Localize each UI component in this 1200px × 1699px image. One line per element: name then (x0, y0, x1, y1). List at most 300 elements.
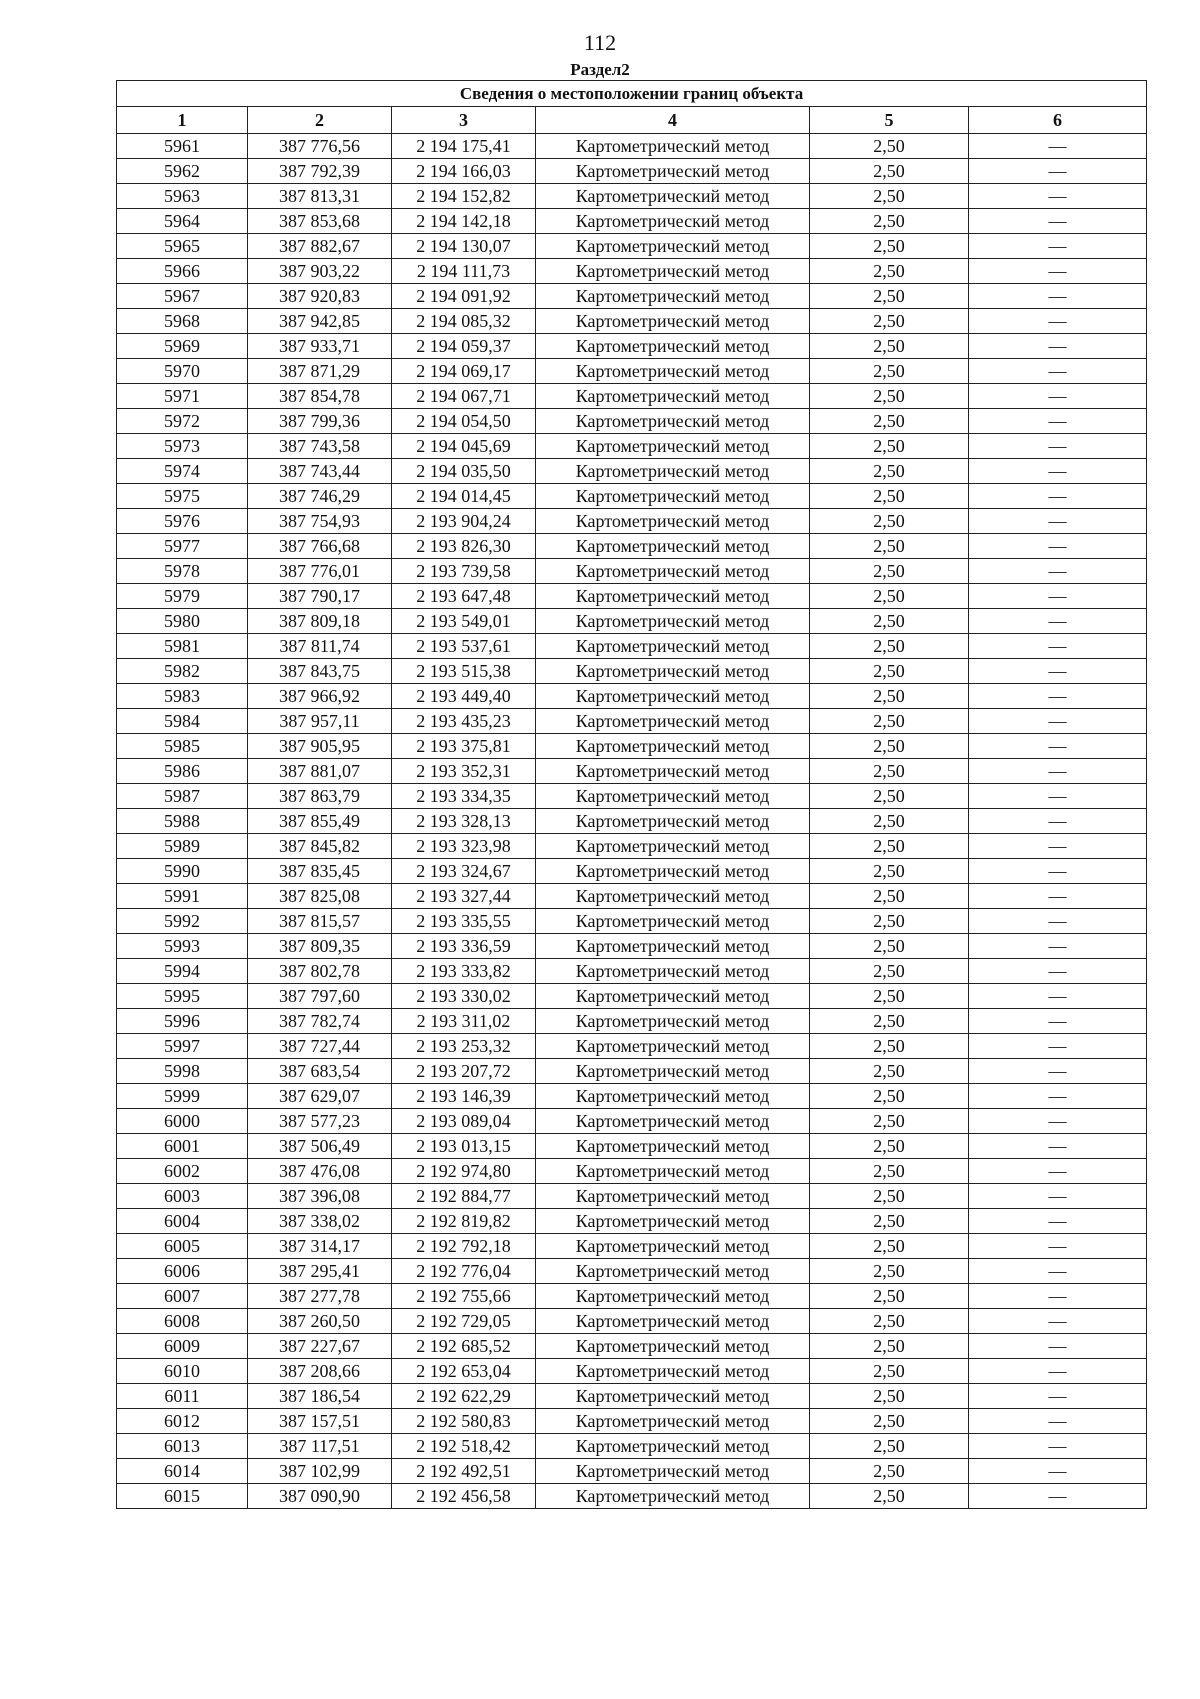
method-cell: Картометрический метод (536, 1459, 810, 1484)
accuracy-cell: 2,50 (810, 784, 969, 809)
point-number-cell: 6001 (117, 1134, 248, 1159)
method-cell: Картометрический метод (536, 584, 810, 609)
y-coordinate-cell: 2 193 449,40 (392, 684, 536, 709)
x-coordinate-cell: 387 577,23 (248, 1109, 392, 1134)
description-cell: — (969, 1209, 1147, 1234)
accuracy-cell: 2,50 (810, 284, 969, 309)
accuracy-cell: 2,50 (810, 834, 969, 859)
point-number-cell: 6006 (117, 1259, 248, 1284)
accuracy-cell: 2,50 (810, 759, 969, 784)
table-row (117, 1034, 1147, 1059)
accuracy-cell: 2,50 (810, 934, 969, 959)
table-row (117, 1234, 1147, 1259)
table-header-row (117, 107, 1147, 134)
accuracy-cell: 2,50 (810, 1109, 969, 1134)
accuracy-cell: 2,50 (810, 1334, 969, 1359)
y-coordinate-cell: 2 193 013,15 (392, 1134, 536, 1159)
accuracy-cell: 2,50 (810, 409, 969, 434)
description-cell: — (969, 884, 1147, 909)
description-cell: — (969, 959, 1147, 984)
method-cell: Картометрический метод (536, 559, 810, 584)
accuracy-cell: 2,50 (810, 134, 969, 159)
x-coordinate-cell: 387 782,74 (248, 1009, 392, 1034)
accuracy-cell: 2,50 (810, 184, 969, 209)
description-cell: — (969, 734, 1147, 759)
table-row (117, 984, 1147, 1009)
x-coordinate-cell: 387 843,75 (248, 659, 392, 684)
description-cell: — (969, 234, 1147, 259)
accuracy-cell: 2,50 (810, 234, 969, 259)
point-number-cell: 5976 (117, 509, 248, 534)
accuracy-cell: 2,50 (810, 884, 969, 909)
column-header: 1 (117, 107, 248, 134)
point-number-cell: 5961 (117, 134, 248, 159)
method-cell: Картометрический метод (536, 1484, 810, 1509)
description-cell: — (969, 259, 1147, 284)
x-coordinate-cell: 387 845,82 (248, 834, 392, 859)
table-row (117, 584, 1147, 609)
x-coordinate-cell: 387 208,66 (248, 1359, 392, 1384)
method-cell: Картометрический метод (536, 1159, 810, 1184)
method-cell: Картометрический метод (536, 1109, 810, 1134)
y-coordinate-cell: 2 192 974,80 (392, 1159, 536, 1184)
accuracy-cell: 2,50 (810, 459, 969, 484)
point-number-cell: 6003 (117, 1184, 248, 1209)
x-coordinate-cell: 387 260,50 (248, 1309, 392, 1334)
x-coordinate-cell: 387 797,60 (248, 984, 392, 1009)
description-cell: — (969, 209, 1147, 234)
point-number-cell: 6000 (117, 1109, 248, 1134)
y-coordinate-cell: 2 194 111,73 (392, 259, 536, 284)
accuracy-cell: 2,50 (810, 1009, 969, 1034)
table-row (117, 284, 1147, 309)
table-row (117, 234, 1147, 259)
table-row (117, 159, 1147, 184)
y-coordinate-cell: 2 193 904,24 (392, 509, 536, 534)
point-number-cell: 5981 (117, 634, 248, 659)
x-coordinate-cell: 387 776,56 (248, 134, 392, 159)
table-row (117, 384, 1147, 409)
description-cell: — (969, 1034, 1147, 1059)
section-title: Раздел2 (570, 60, 630, 79)
description-cell: — (969, 1409, 1147, 1434)
point-number-cell: 6009 (117, 1334, 248, 1359)
accuracy-cell: 2,50 (810, 1384, 969, 1409)
point-number-cell: 5994 (117, 959, 248, 984)
accuracy-cell: 2,50 (810, 709, 969, 734)
y-coordinate-cell: 2 192 685,52 (392, 1334, 536, 1359)
point-number-cell: 6012 (117, 1409, 248, 1434)
accuracy-cell: 2,50 (810, 209, 969, 234)
accuracy-cell: 2,50 (810, 1234, 969, 1259)
accuracy-cell: 2,50 (810, 484, 969, 509)
point-number-cell: 5989 (117, 834, 248, 859)
method-cell: Картометрический метод (536, 659, 810, 684)
description-cell: — (969, 634, 1147, 659)
point-number-cell: 6010 (117, 1359, 248, 1384)
method-cell: Картометрический метод (536, 134, 810, 159)
y-coordinate-cell: 2 193 089,04 (392, 1109, 536, 1134)
y-coordinate-cell: 2 193 311,02 (392, 1009, 536, 1034)
x-coordinate-cell: 387 396,08 (248, 1184, 392, 1209)
x-coordinate-cell: 387 863,79 (248, 784, 392, 809)
y-coordinate-cell: 2 193 253,32 (392, 1034, 536, 1059)
y-coordinate-cell: 2 193 826,30 (392, 534, 536, 559)
method-cell: Картометрический метод (536, 409, 810, 434)
method-cell: Картометрический метод (536, 1084, 810, 1109)
description-cell: — (969, 859, 1147, 884)
point-number-cell: 5964 (117, 209, 248, 234)
point-number-cell: 6002 (117, 1159, 248, 1184)
description-cell: — (969, 309, 1147, 334)
table-row (117, 184, 1147, 209)
y-coordinate-cell: 2 192 792,18 (392, 1234, 536, 1259)
x-coordinate-cell: 387 117,51 (248, 1434, 392, 1459)
method-cell: Картометрический метод (536, 1359, 810, 1384)
method-cell: Картометрический метод (536, 1259, 810, 1284)
method-cell: Картометрический метод (536, 1309, 810, 1334)
accuracy-cell: 2,50 (810, 384, 969, 409)
accuracy-cell: 2,50 (810, 1084, 969, 1109)
point-number-cell: 6007 (117, 1284, 248, 1309)
description-cell: — (969, 159, 1147, 184)
x-coordinate-cell: 387 629,07 (248, 1084, 392, 1109)
table-row (117, 1459, 1147, 1484)
method-cell: Картометрический метод (536, 234, 810, 259)
table-row (117, 609, 1147, 634)
accuracy-cell: 2,50 (810, 809, 969, 834)
method-cell: Картометрический метод (536, 959, 810, 984)
accuracy-cell: 2,50 (810, 609, 969, 634)
x-coordinate-cell: 387 855,49 (248, 809, 392, 834)
point-number-cell: 5986 (117, 759, 248, 784)
method-cell: Картометрический метод (536, 1234, 810, 1259)
method-cell: Картометрический метод (536, 1334, 810, 1359)
y-coordinate-cell: 2 193 333,82 (392, 959, 536, 984)
description-cell: — (969, 1234, 1147, 1259)
table-row (117, 1134, 1147, 1159)
x-coordinate-cell: 387 727,44 (248, 1034, 392, 1059)
point-number-cell: 5966 (117, 259, 248, 284)
point-number-cell: 5962 (117, 159, 248, 184)
y-coordinate-cell: 2 193 328,13 (392, 809, 536, 834)
y-coordinate-cell: 2 194 045,69 (392, 434, 536, 459)
x-coordinate-cell: 387 871,29 (248, 359, 392, 384)
description-cell: — (969, 184, 1147, 209)
x-coordinate-cell: 387 854,78 (248, 384, 392, 409)
point-number-cell: 5998 (117, 1059, 248, 1084)
point-number-cell: 5983 (117, 684, 248, 709)
y-coordinate-cell: 2 194 152,82 (392, 184, 536, 209)
point-number-cell: 5993 (117, 934, 248, 959)
point-number-cell: 5991 (117, 884, 248, 909)
table-row (117, 959, 1147, 984)
accuracy-cell: 2,50 (810, 1059, 969, 1084)
point-number-cell: 5999 (117, 1084, 248, 1109)
accuracy-cell: 2,50 (810, 534, 969, 559)
method-cell: Картометрический метод (536, 309, 810, 334)
point-number-cell: 6013 (117, 1434, 248, 1459)
point-number-cell: 5985 (117, 734, 248, 759)
method-cell: Картометрический метод (536, 184, 810, 209)
point-number-cell: 5987 (117, 784, 248, 809)
method-cell: Картометрический метод (536, 1209, 810, 1234)
x-coordinate-cell: 387 186,54 (248, 1384, 392, 1409)
description-cell: — (969, 609, 1147, 634)
description-cell: — (969, 584, 1147, 609)
table-row (117, 1084, 1147, 1109)
accuracy-cell: 2,50 (810, 1459, 969, 1484)
y-coordinate-cell: 2 193 515,38 (392, 659, 536, 684)
description-cell: — (969, 1259, 1147, 1284)
y-coordinate-cell: 2 194 175,41 (392, 134, 536, 159)
x-coordinate-cell: 387 683,54 (248, 1059, 392, 1084)
point-number-cell: 6014 (117, 1459, 248, 1484)
method-cell: Картометрический метод (536, 334, 810, 359)
point-number-cell: 5984 (117, 709, 248, 734)
table-row (117, 934, 1147, 959)
accuracy-cell: 2,50 (810, 309, 969, 334)
accuracy-cell: 2,50 (810, 1159, 969, 1184)
table-row (117, 1334, 1147, 1359)
description-cell: — (969, 434, 1147, 459)
method-cell: Картометрический метод (536, 1384, 810, 1409)
description-cell: — (969, 359, 1147, 384)
accuracy-cell: 2,50 (810, 659, 969, 684)
method-cell: Картометрический метод (536, 434, 810, 459)
description-cell: — (969, 1284, 1147, 1309)
point-number-cell: 5980 (117, 609, 248, 634)
table-row (117, 634, 1147, 659)
method-cell: Картометрический метод (536, 1059, 810, 1084)
point-number-cell: 6005 (117, 1234, 248, 1259)
point-number-cell: 5974 (117, 459, 248, 484)
x-coordinate-cell: 387 802,78 (248, 959, 392, 984)
point-number-cell: 5963 (117, 184, 248, 209)
table-row (117, 1434, 1147, 1459)
description-cell: — (969, 684, 1147, 709)
description-cell: — (969, 934, 1147, 959)
table-row (117, 409, 1147, 434)
column-header: 6 (969, 107, 1147, 134)
x-coordinate-cell: 387 881,07 (248, 759, 392, 784)
description-cell: — (969, 809, 1147, 834)
x-coordinate-cell: 387 743,58 (248, 434, 392, 459)
description-cell: — (969, 509, 1147, 534)
table-row (117, 709, 1147, 734)
y-coordinate-cell: 2 192 755,66 (392, 1284, 536, 1309)
x-coordinate-cell: 387 090,90 (248, 1484, 392, 1509)
y-coordinate-cell: 2 192 729,05 (392, 1309, 536, 1334)
point-number-cell: 5969 (117, 334, 248, 359)
accuracy-cell: 2,50 (810, 259, 969, 284)
table-row (117, 834, 1147, 859)
method-cell: Картометрический метод (536, 859, 810, 884)
table-row (117, 559, 1147, 584)
description-cell: — (969, 1484, 1147, 1509)
y-coordinate-cell: 2 194 130,07 (392, 234, 536, 259)
x-coordinate-cell: 387 776,01 (248, 559, 392, 584)
accuracy-cell: 2,50 (810, 684, 969, 709)
x-coordinate-cell: 387 766,68 (248, 534, 392, 559)
table-row (117, 1109, 1147, 1134)
point-number-cell: 5968 (117, 309, 248, 334)
y-coordinate-cell: 2 194 142,18 (392, 209, 536, 234)
accuracy-cell: 2,50 (810, 1134, 969, 1159)
description-cell: — (969, 484, 1147, 509)
method-cell: Картометрический метод (536, 1184, 810, 1209)
table-row (117, 534, 1147, 559)
column-header: 3 (392, 107, 536, 134)
accuracy-cell: 2,50 (810, 859, 969, 884)
description-cell: — (969, 1309, 1147, 1334)
y-coordinate-cell: 2 192 819,82 (392, 1209, 536, 1234)
x-coordinate-cell: 387 825,08 (248, 884, 392, 909)
table-row (117, 309, 1147, 334)
table-row (117, 259, 1147, 284)
x-coordinate-cell: 387 966,92 (248, 684, 392, 709)
y-coordinate-cell: 2 193 537,61 (392, 634, 536, 659)
accuracy-cell: 2,50 (810, 1034, 969, 1059)
y-coordinate-cell: 2 193 352,31 (392, 759, 536, 784)
method-cell: Картометрический метод (536, 684, 810, 709)
x-coordinate-cell: 387 799,36 (248, 409, 392, 434)
y-coordinate-cell: 2 193 336,59 (392, 934, 536, 959)
y-coordinate-cell: 2 194 054,50 (392, 409, 536, 434)
point-number-cell: 5975 (117, 484, 248, 509)
method-cell: Картометрический метод (536, 634, 810, 659)
description-cell: — (969, 334, 1147, 359)
x-coordinate-cell: 387 227,67 (248, 1334, 392, 1359)
table-row (117, 659, 1147, 684)
y-coordinate-cell: 2 194 091,92 (392, 284, 536, 309)
point-number-cell: 5977 (117, 534, 248, 559)
point-number-cell: 5978 (117, 559, 248, 584)
y-coordinate-cell: 2 192 580,83 (392, 1409, 536, 1434)
method-cell: Картометрический метод (536, 834, 810, 859)
table-row (117, 1284, 1147, 1309)
boundary-table (116, 80, 1147, 1509)
accuracy-cell: 2,50 (810, 1409, 969, 1434)
table-row (117, 809, 1147, 834)
method-cell: Картометрический метод (536, 259, 810, 284)
description-cell: — (969, 1134, 1147, 1159)
description-cell: — (969, 909, 1147, 934)
x-coordinate-cell: 387 743,44 (248, 459, 392, 484)
x-coordinate-cell: 387 809,18 (248, 609, 392, 634)
table-row (117, 734, 1147, 759)
method-cell: Картометрический метод (536, 884, 810, 909)
y-coordinate-cell: 2 192 622,29 (392, 1384, 536, 1409)
x-coordinate-cell: 387 102,99 (248, 1459, 392, 1484)
accuracy-cell: 2,50 (810, 334, 969, 359)
x-coordinate-cell: 387 815,57 (248, 909, 392, 934)
y-coordinate-cell: 2 194 014,45 (392, 484, 536, 509)
description-cell: — (969, 759, 1147, 784)
y-coordinate-cell: 2 193 323,98 (392, 834, 536, 859)
method-cell: Картометрический метод (536, 984, 810, 1009)
method-cell: Картометрический метод (536, 709, 810, 734)
table-row (117, 759, 1147, 784)
table-row (117, 1159, 1147, 1184)
table-row (117, 1259, 1147, 1284)
x-coordinate-cell: 387 835,45 (248, 859, 392, 884)
y-coordinate-cell: 2 192 653,04 (392, 1359, 536, 1384)
y-coordinate-cell: 2 193 739,58 (392, 559, 536, 584)
method-cell: Картометрический метод (536, 384, 810, 409)
method-cell: Картометрический метод (536, 534, 810, 559)
accuracy-cell: 2,50 (810, 159, 969, 184)
method-cell: Картометрический метод (536, 359, 810, 384)
point-number-cell: 5973 (117, 434, 248, 459)
y-coordinate-cell: 2 194 067,71 (392, 384, 536, 409)
point-number-cell: 6015 (117, 1484, 248, 1509)
point-number-cell: 5982 (117, 659, 248, 684)
accuracy-cell: 2,50 (810, 359, 969, 384)
table-row (117, 434, 1147, 459)
point-number-cell: 5988 (117, 809, 248, 834)
accuracy-cell: 2,50 (810, 1434, 969, 1459)
description-cell: — (969, 1109, 1147, 1134)
description-cell: — (969, 984, 1147, 1009)
column-header: 5 (810, 107, 969, 134)
y-coordinate-cell: 2 194 059,37 (392, 334, 536, 359)
x-coordinate-cell: 387 942,85 (248, 309, 392, 334)
accuracy-cell: 2,50 (810, 1284, 969, 1309)
description-cell: — (969, 1084, 1147, 1109)
y-coordinate-cell: 2 193 334,35 (392, 784, 536, 809)
y-coordinate-cell: 2 193 330,02 (392, 984, 536, 1009)
method-cell: Картометрический метод (536, 1409, 810, 1434)
description-cell: — (969, 784, 1147, 809)
y-coordinate-cell: 2 194 166,03 (392, 159, 536, 184)
x-coordinate-cell: 387 157,51 (248, 1409, 392, 1434)
accuracy-cell: 2,50 (810, 509, 969, 534)
table-row (117, 1009, 1147, 1034)
description-cell: — (969, 559, 1147, 584)
description-cell: — (969, 409, 1147, 434)
description-cell: — (969, 1159, 1147, 1184)
table-row (117, 909, 1147, 934)
y-coordinate-cell: 2 194 085,32 (392, 309, 536, 334)
table-row (117, 859, 1147, 884)
table-row (117, 684, 1147, 709)
x-coordinate-cell: 387 905,95 (248, 734, 392, 759)
y-coordinate-cell: 2 193 375,81 (392, 734, 536, 759)
table-row (117, 509, 1147, 534)
table-row (117, 134, 1147, 159)
point-number-cell: 6008 (117, 1309, 248, 1334)
accuracy-cell: 2,50 (810, 1184, 969, 1209)
method-cell: Картометрический метод (536, 609, 810, 634)
point-number-cell: 6004 (117, 1209, 248, 1234)
y-coordinate-cell: 2 192 492,51 (392, 1459, 536, 1484)
point-number-cell: 5970 (117, 359, 248, 384)
x-coordinate-cell: 387 277,78 (248, 1284, 392, 1309)
method-cell: Картометрический метод (536, 1284, 810, 1309)
x-coordinate-cell: 387 746,29 (248, 484, 392, 509)
description-cell: — (969, 1009, 1147, 1034)
description-cell: — (969, 659, 1147, 684)
accuracy-cell: 2,50 (810, 734, 969, 759)
description-cell: — (969, 1434, 1147, 1459)
accuracy-cell: 2,50 (810, 909, 969, 934)
point-number-cell: 5971 (117, 384, 248, 409)
table-row (117, 209, 1147, 234)
method-cell: Картометрический метод (536, 159, 810, 184)
y-coordinate-cell: 2 192 776,04 (392, 1259, 536, 1284)
description-cell: — (969, 534, 1147, 559)
